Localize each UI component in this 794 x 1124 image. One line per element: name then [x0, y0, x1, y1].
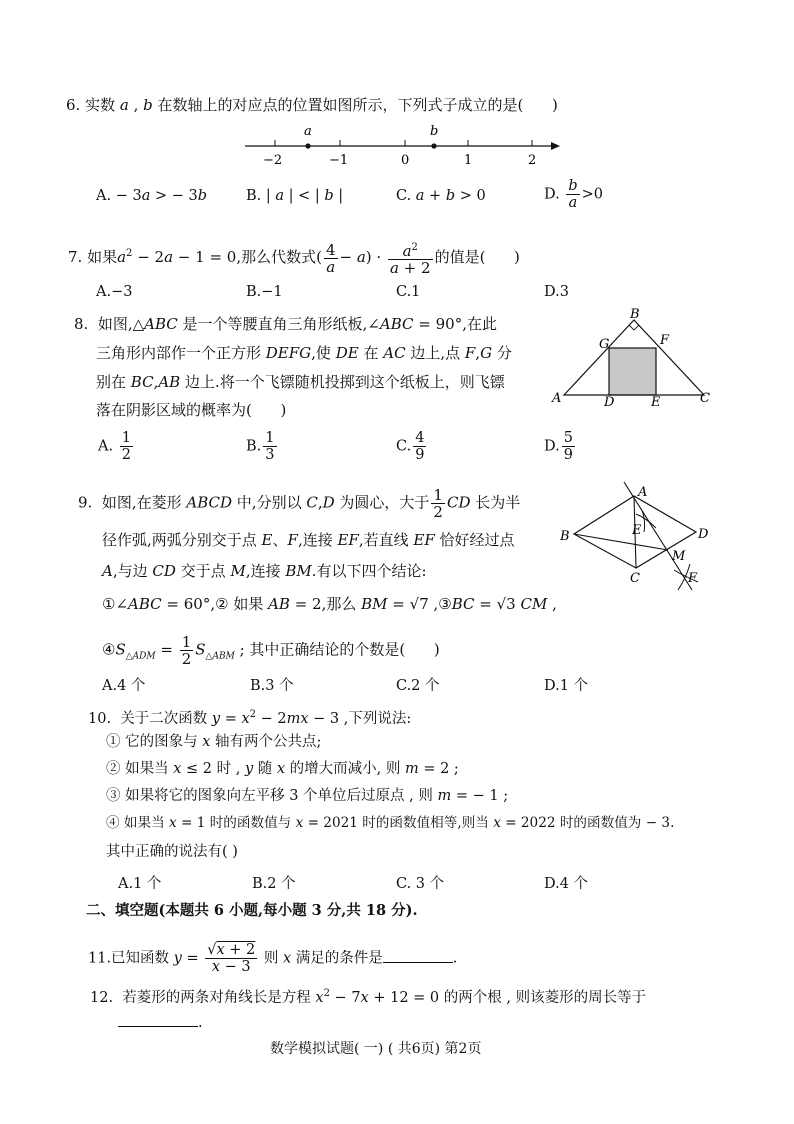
q7-option-c: C.1	[396, 284, 421, 300]
q8-line-4: 落在阴影区域的概率为( )	[96, 401, 287, 419]
q6-axis-ticks	[275, 140, 532, 146]
q12-line-1: 12. 若菱形的两条对角线长是方程 $x^2 - 7x + 12 = 0$ 的两个根 , 则该菱形的周长等于	[90, 988, 647, 1006]
q8-option-d: D. $\frac{5}{9}$	[544, 430, 573, 463]
q6-option-c: C. a + b > 0	[396, 188, 486, 204]
q10-line-4: ③ 如果将它的图象向左平移 3 个单位后过原点 , 则 m = − 1 ;	[106, 788, 509, 804]
q8-label-c: C	[700, 391, 710, 406]
q8-label-e: E	[651, 395, 661, 410]
q6-option-d: D. $\frac{b}{a}$ >0	[544, 178, 603, 211]
q9-label-e: E	[632, 523, 642, 538]
q11-stem: 11.已知函数 y = $\frac{√x + 2}{x - 3}$ 则 x 满足的条件是 .	[88, 942, 458, 975]
q10-line-6: 其中正确的说法有( )	[106, 844, 238, 860]
q9-option-d: D.1 个	[544, 678, 589, 694]
q9-line-2: 径作弧,两弧分别交于点 E、F,连接 EF,若直线 EF 恰好经过点	[102, 531, 515, 549]
q6-tick-label: 2	[528, 153, 537, 168]
q8-triangle-figure	[548, 306, 718, 410]
q8-label-b: B	[630, 307, 640, 322]
q9-label-b: B	[560, 529, 570, 544]
q9-option-b: B.3 个	[250, 678, 294, 694]
q12-answer-blank[interactable]	[118, 1014, 198, 1027]
q9-label-c: C	[630, 571, 640, 586]
q10-option-c: C. 3 个	[396, 876, 445, 892]
q10-line-5: ④ 如果当 x = 1 时的函数值与 x = 2021 时的函数值相等,则当 x = 2022 时的函数值为 − 3.	[106, 815, 675, 831]
q7-option-d: D.3	[544, 284, 569, 300]
q9-label-a: A	[638, 485, 648, 500]
q9-line-4: ①∠ABC = 60°,② 如果 AB = 2,那么 BM = √7 ,③BC = √3 CM ,	[102, 595, 557, 613]
q6-point-b	[431, 143, 436, 148]
q9-line-1: 9. 如图,在菱形 ABCD 中,分别以 C,D 为圆心，大于 $\frac{1}{2}$ CD 长为半	[78, 486, 521, 521]
q6-stem: 6. 实数 a , b 在数轴上的对应点的位置如图所示，下列式子成立的是( )	[66, 96, 558, 114]
q6-tick-label: 0	[401, 153, 410, 168]
q8-label-d: D	[604, 395, 615, 410]
q8-line-3: 别在 BC,AB 边上.将一个飞镖随机投掷到这个纸板上，则飞镖	[96, 373, 505, 391]
q8-option-b: B. $\frac{1}{3}$	[246, 430, 275, 463]
q6-tick-label: 1	[464, 153, 473, 168]
q6-tick-label: −2	[263, 153, 283, 168]
q8-option-c: C. $\frac{4}{9}$	[396, 430, 425, 463]
q8-option-a: A. $\frac{1}{2}$	[98, 430, 131, 463]
q9-line-3: A,与边 CD 交于点 M,连接 BM.有以下四个结论:	[102, 562, 427, 580]
q10-option-a: A.1 个	[118, 876, 162, 892]
q7-option-b: B.−1	[246, 284, 283, 300]
q11-answer-blank[interactable]	[383, 950, 453, 963]
q10-line-2: ① 它的图象与 x 轴有两个公共点;	[106, 734, 322, 750]
q10-line-3: ② 如果当 x ≤ 2 时 , y 随 x 的增大而减小, 则 m = 2 ;	[106, 761, 459, 777]
q6-option-b: B. | a | < | b |	[246, 188, 344, 204]
page-footer: 数学模拟试题( 一) ( 共6页) 第2页	[270, 1041, 482, 1057]
q10-option-b: B.2 个	[252, 876, 296, 892]
q12-line-2: .	[118, 1014, 203, 1032]
q10-option-d: D.4 个	[544, 876, 589, 892]
q6-label-b: b	[430, 124, 439, 139]
q7-option-a: A.−3	[96, 284, 133, 300]
q10-line-1: 10. 关于二次函数 $y = x^2 - 2mx - 3$ ,下列说法:	[88, 709, 412, 727]
q9-label-f: F	[688, 571, 698, 586]
q8-shaded-square	[609, 348, 656, 395]
q9-label-m: M	[672, 549, 686, 564]
section-fill-in-heading: 二、填空题(本题共 6 小题,每小题 3 分,共 18 分).	[86, 902, 418, 919]
q6-point-a	[305, 143, 310, 148]
q9-rhombus-figure	[556, 478, 728, 602]
q6-tick-label: −1	[329, 153, 349, 168]
q8-label-g: G	[599, 337, 610, 352]
q9-option-a: A.4 个	[102, 678, 146, 694]
q9-option-c: C.2 个	[396, 678, 440, 694]
q6-number-line	[240, 122, 570, 170]
q6-label-a: a	[304, 124, 312, 139]
q8-line-1: 8. 如图,△ABC 是一个等腰直角三角形纸板,∠ABC = 90°,在此	[74, 315, 497, 333]
q8-label-a: A	[552, 391, 562, 406]
q9-line-5: $④S_{\triangle ADM}$ = $\frac{1}{2}$ $S_{\triangle ABM}$ ; 其中正确结论的个数是( )	[102, 633, 440, 668]
q8-label-f: F	[660, 333, 670, 348]
q7-stem: 7. 如果$a^2 - 2a - 1 = 0$,那么代数式( $\frac{4}{a}$ − a) · $\frac{a^2}{a + 2}$ 的值是( )	[68, 240, 520, 277]
q9-label-d: D	[698, 527, 709, 542]
q8-line-2: 三角形内部作一个正方形 DEFG,使 DE 在 AC 边上,点 F,G 分	[96, 344, 512, 362]
q6-option-a: A. − 3a > − 3b	[96, 188, 207, 204]
